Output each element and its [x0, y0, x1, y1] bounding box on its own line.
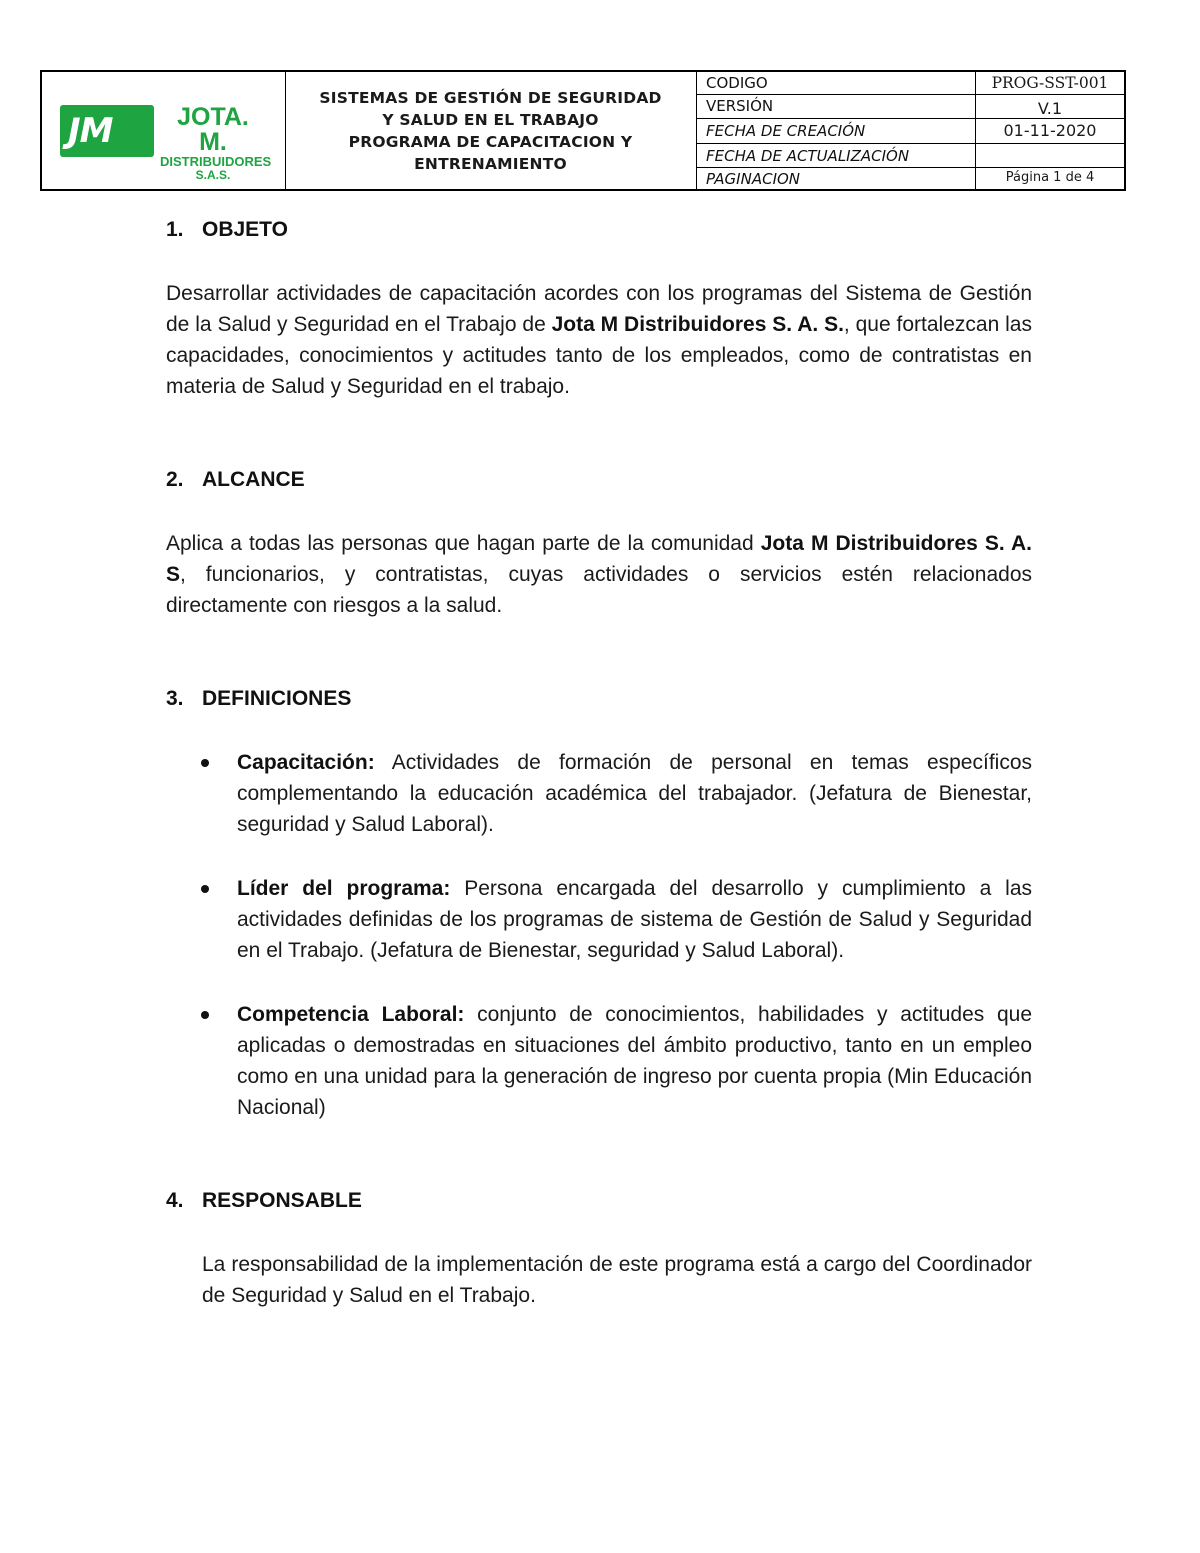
meta-row-fecha-actualizacion — [696, 144, 1124, 168]
logo-line-2: DISTRIBUIDORES — [160, 154, 272, 169]
logo-line-1: JOTA. M. — [177, 103, 249, 156]
definition-text: Actividades de formación de personal en temas específicos complementando la educación académica del trabajador. (Jefatura de Bienestar, seguridad y Salud Laboral). — [237, 751, 1032, 836]
section-number: 1. — [166, 218, 184, 241]
objeto-paragraph — [166, 278, 1032, 402]
definition-term: Competencia Laboral: — [237, 1003, 465, 1026]
bullet-icon — [201, 1011, 209, 1019]
meta-label: FECHA DE CREACIÓN — [706, 122, 866, 140]
meta-label: FECHA DE ACTUALIZACIÓN — [706, 147, 910, 165]
meta-row-paginacion — [696, 168, 1124, 189]
section-number: 4. — [166, 1189, 184, 1212]
responsable-paragraph: La responsabilidad de la implementación de este programa está a cargo del Coordinador de Seguridad y Salud en el Trabajo. — [202, 1253, 1032, 1307]
paragraph-text: Desarrollar actividades de capacitación acordes con los programas del Sistema de Gestión de la Salud y Seguridad en el Trabajo de — [166, 282, 1032, 336]
title-line: Y SALUD EN EL TRABAJO — [382, 110, 599, 129]
title-line: ENTRENAMIENTO — [414, 154, 567, 173]
section-number: 3. — [166, 687, 184, 710]
logo-cell — [42, 72, 286, 189]
section-heading-alcance — [166, 464, 1032, 495]
document-body — [166, 214, 1032, 1311]
paragraph-text: , funcionarios, y contratistas, cuyas actividades o servicios estén relacionados directamente con riesgos a la salud. — [166, 563, 1032, 617]
paragraph-text: Aplica a todas las personas que hagan parte de la comunidad — [166, 532, 761, 555]
logo-badge — [60, 105, 154, 157]
meta-row-codigo — [696, 72, 1124, 95]
paragraph-text: , que fortalezcan las capacidades, conocimientos y actitudes tanto de los empleados, como de contratistas en materia de Salud y Seguridad en el trabajo. — [166, 313, 1032, 398]
section-title: RESPONSABLE — [202, 1189, 362, 1212]
section-title: OBJETO — [202, 218, 288, 241]
definition-item — [166, 873, 1032, 966]
document-title — [319, 87, 661, 175]
definition-term: Líder del programa: — [237, 877, 451, 900]
meta-label: PAGINACION — [706, 170, 801, 188]
definition-text: Persona encargada del desarrollo y cumplimiento a las actividades definidas de los programas de sistema de Gestión de Salud y Seguridad en el Trabajo. (Jefatura de Bienestar, seguridad y Salud Laboral). — [237, 877, 1032, 962]
document-header — [40, 70, 1126, 191]
document-meta-table — [696, 72, 1124, 189]
definition-term: Capacitación: — [237, 751, 375, 774]
company-name: Jota M Distribuidores S. A. S. — [551, 313, 844, 336]
meta-value-version: V.1 — [975, 95, 1124, 118]
definition-item — [166, 999, 1032, 1123]
meta-value-code: PROG-SST-001 — [975, 72, 1124, 94]
meta-value-paginacion: Página 1 de 4 — [975, 168, 1124, 189]
meta-label: CODIGO — [706, 74, 768, 92]
bullet-icon — [201, 759, 209, 767]
bullet-icon — [201, 885, 209, 893]
logo-monogram: JM — [68, 111, 113, 151]
alcance-paragraph — [166, 528, 1032, 621]
title-line: SISTEMAS DE GESTIÓN DE SEGURIDAD — [319, 88, 662, 107]
title-line: PROGRAMA DE CAPACITACION Y — [348, 132, 633, 151]
document-title-cell — [285, 72, 697, 189]
company-name: Jota M Distribuidores S. A. S — [166, 532, 1032, 586]
definition-text: conjunto de conocimientos, habilidades y actitudes que aplicadas o demostradas en situaciones del ámbito productivo, tanto en un empleo como en una unidad para la generación de ingreso por cuenta propia (Min Educación Nacional) — [237, 1003, 1032, 1119]
section-heading-definiciones — [166, 683, 1032, 714]
meta-value-fecha-actualizacion — [975, 144, 1124, 167]
definition-item — [166, 747, 1032, 840]
logo-wordmark — [160, 103, 272, 182]
company-logo — [60, 103, 272, 182]
meta-label: VERSIÓN — [706, 97, 774, 115]
meta-value-fecha-creacion: 01-11-2020 — [975, 119, 1124, 143]
meta-row-version — [696, 95, 1124, 119]
section-heading-responsable — [166, 1185, 1032, 1216]
meta-row-fecha-creacion — [696, 119, 1124, 144]
section-title: DEFINICIONES — [202, 687, 352, 710]
section-heading-objeto — [166, 214, 1032, 245]
logo-line-3: S.A.S. — [195, 168, 231, 182]
section-number: 2. — [166, 468, 184, 491]
section-title: ALCANCE — [202, 468, 305, 491]
